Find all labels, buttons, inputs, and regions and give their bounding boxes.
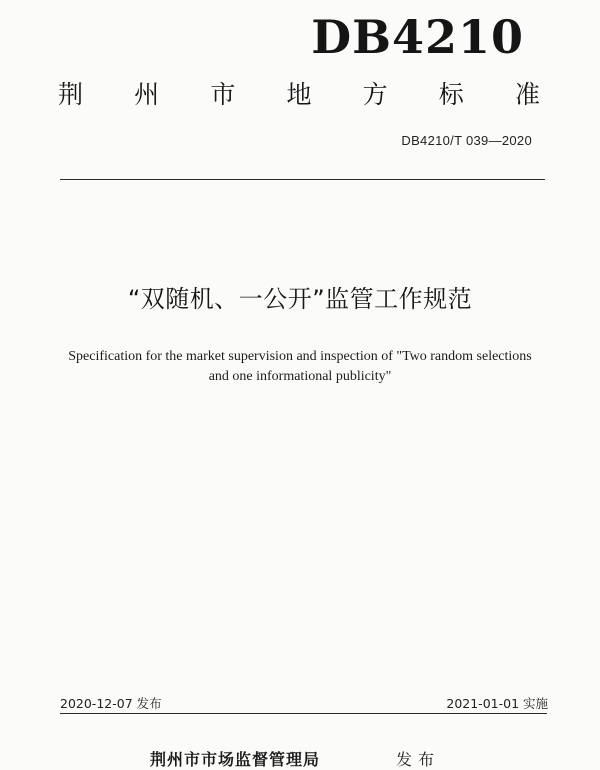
standard-type-char: 荆 [58,80,84,109]
document-title-english [40,347,560,387]
header-divider [60,179,545,180]
document-title-chinese: “双随机、一公开”监管工作规范 [127,285,473,313]
publish-label: 发布 [396,750,441,769]
implementation-date: 2021-01-01 实施 [446,696,548,711]
standard-type-char: 地 [286,80,312,109]
standard-type-char: 州 [134,80,160,109]
issue-date: 2020-12-07 发布 [60,696,162,711]
footer-divider [60,713,547,714]
standard-type-char: 标 [438,80,464,109]
standard-type-char: 市 [210,80,236,109]
standard-code: DB4210 [311,10,524,64]
english-title-line: Specification for the market supervision and inspection of "Two random selections [68,349,532,364]
standard-type-title [58,82,540,107]
standard-number: DB4210/T 039—2020 [401,133,532,148]
publisher-name: 荆州市市场监督管理局 [150,750,321,769]
standard-type-char: 方 [362,80,388,109]
standard-type-char: 准 [514,80,540,109]
english-title-line: and one informational publicity" [208,369,392,384]
